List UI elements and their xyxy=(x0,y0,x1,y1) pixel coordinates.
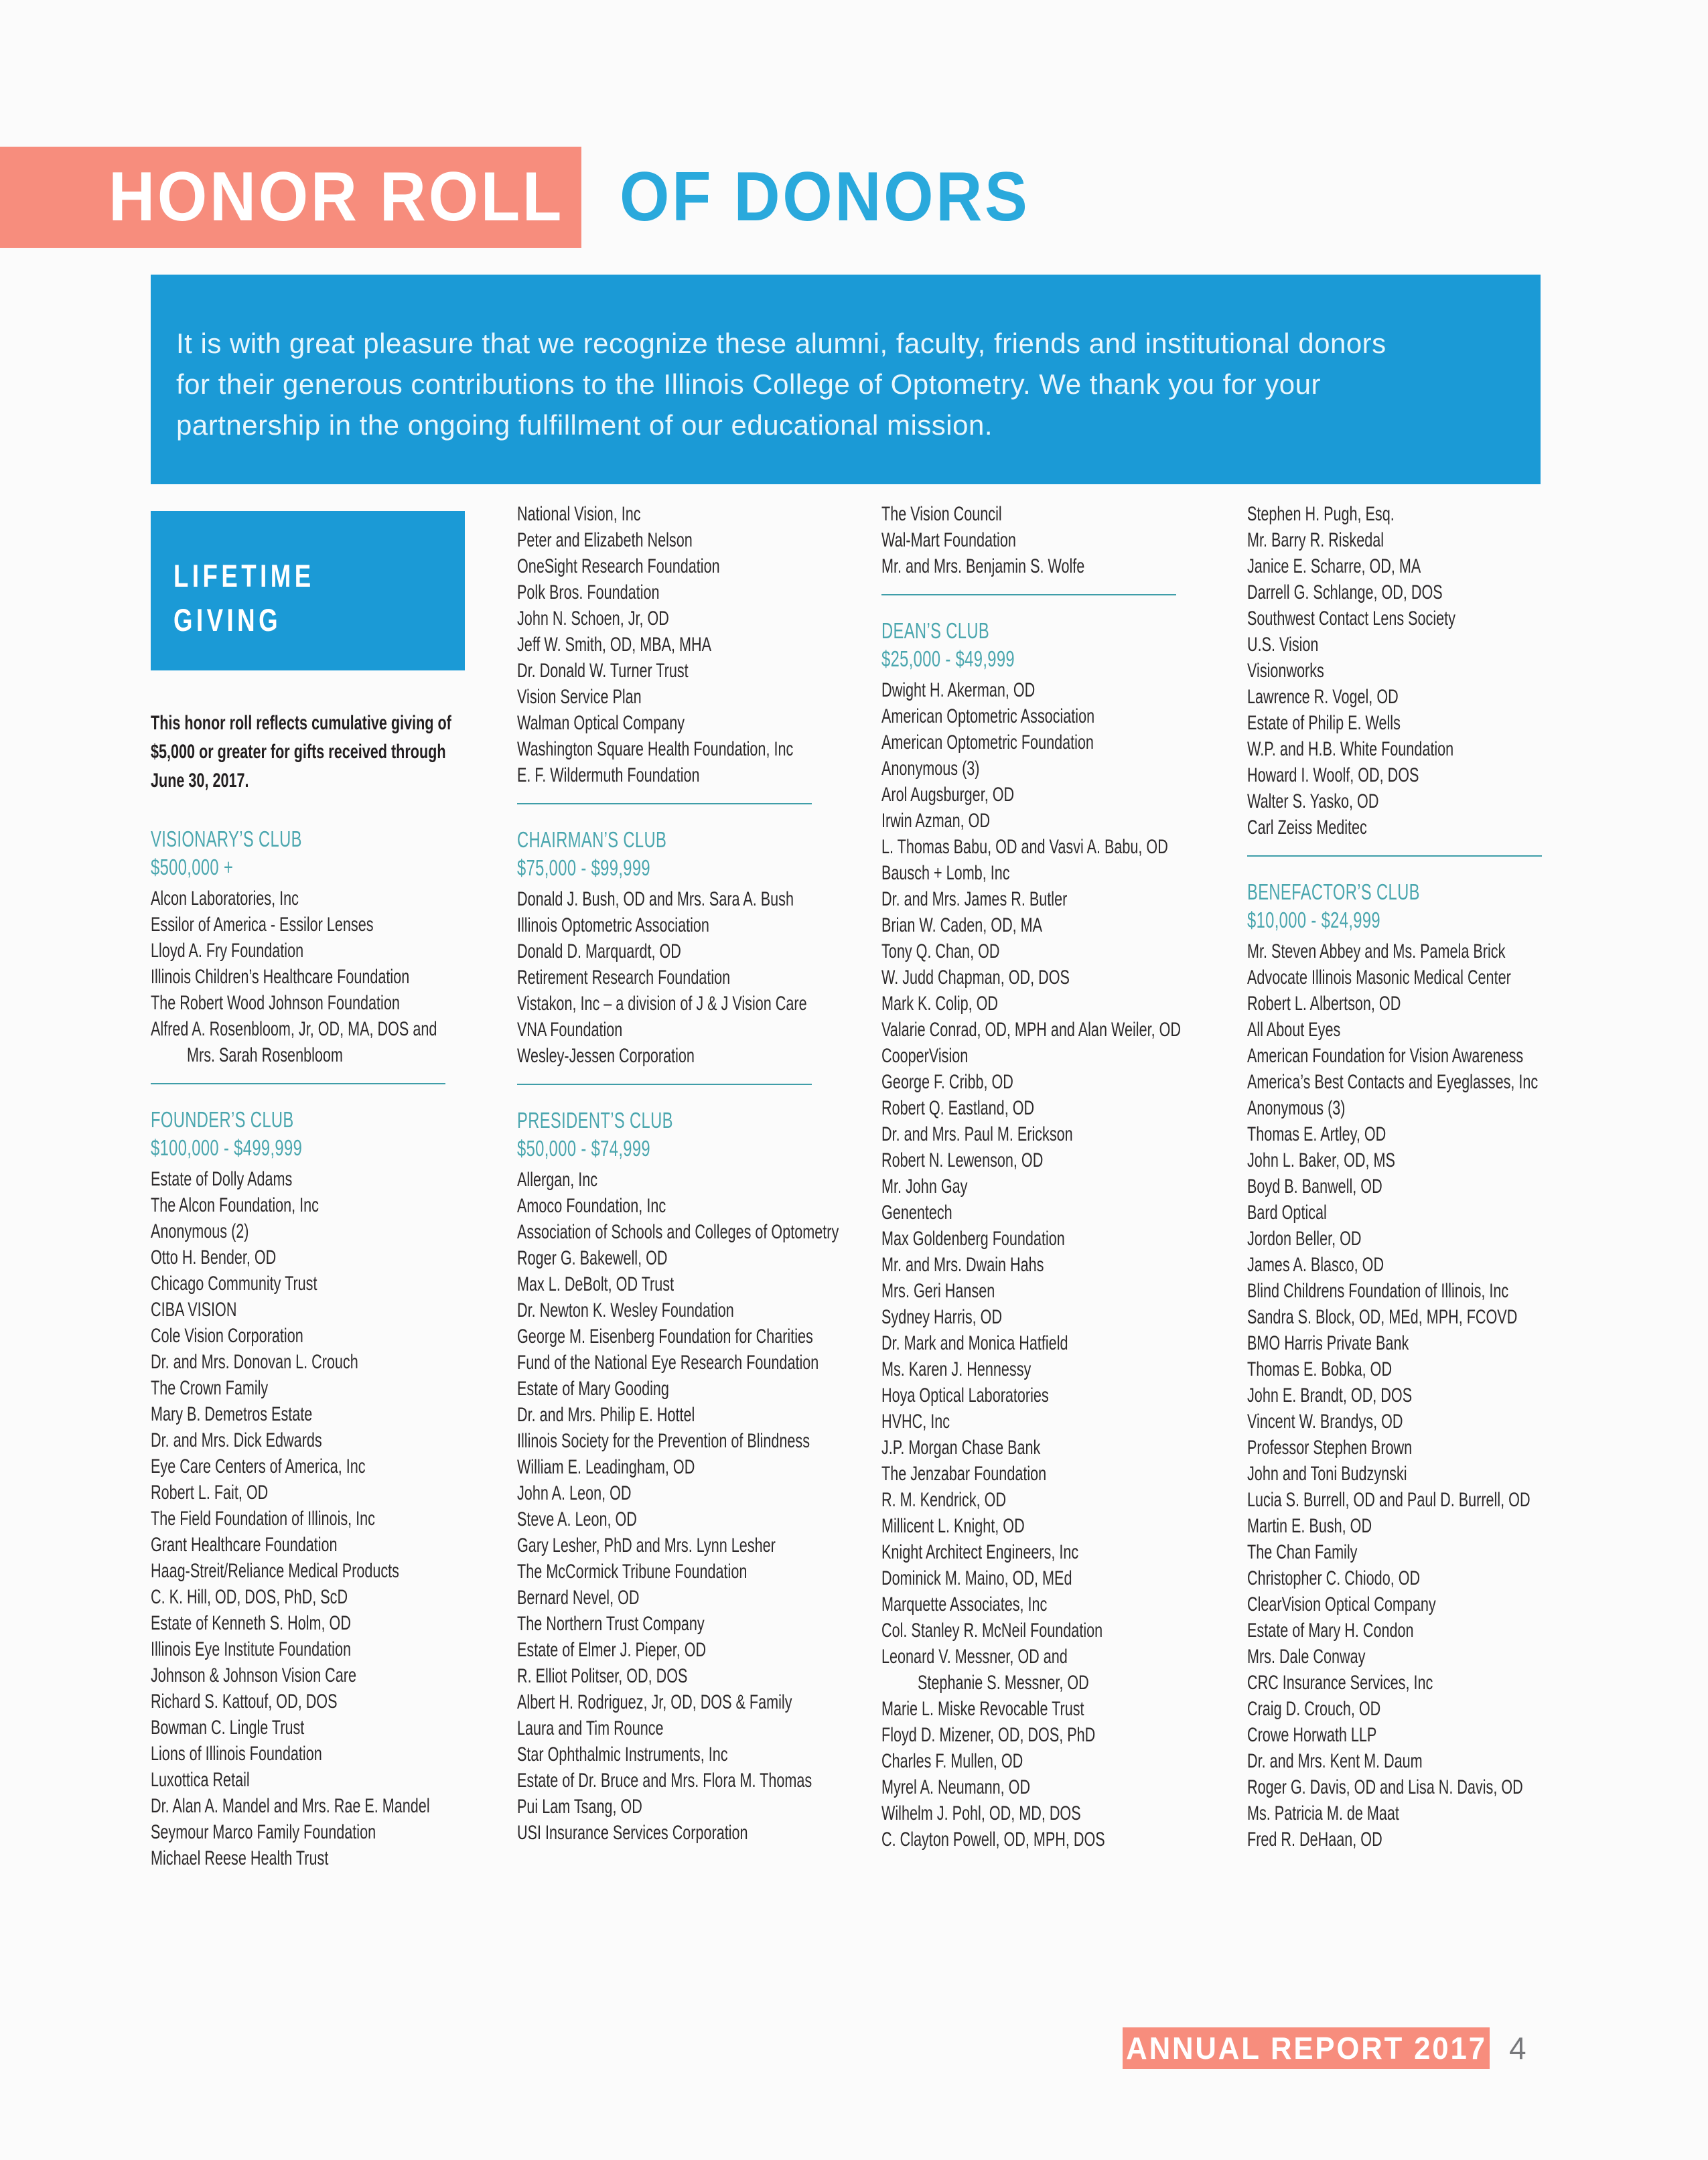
donor-name: Ms. Karen J. Hennessy xyxy=(881,1358,1031,1380)
donor-name: Dr. and Mrs. Donovan L. Crouch xyxy=(151,1351,358,1373)
footer-report-label: ANNUAL REPORT 2017 xyxy=(1125,2031,1487,2066)
donor-name: Irwin Azman, OD xyxy=(881,810,991,832)
donor-name: Allergan, Inc xyxy=(517,1169,598,1191)
donor-name: J.P. Morgan Chase Bank xyxy=(881,1437,1041,1459)
donor-name: Marquette Associates, Inc xyxy=(881,1593,1048,1615)
donor-name: HVHC, Inc xyxy=(881,1411,950,1433)
donor-name: Dr. Mark and Monica Hatfield xyxy=(881,1332,1068,1354)
donor-name: L. Thomas Babu, OD and Vasvi A. Babu, OD xyxy=(881,836,1168,858)
donor-name: Robert N. Lewenson, OD xyxy=(881,1149,1044,1171)
donor-name: C. K. Hill, OD, DOS, PhD, ScD xyxy=(151,1586,348,1608)
giving-note-line: This honor roll reflects cumulative giving of xyxy=(151,712,451,734)
donor-name: U.S. Vision xyxy=(1247,634,1319,656)
donor-name: Dr. and Mrs. Philip E. Hottel xyxy=(517,1404,695,1426)
donor-name: Richard S. Kattouf, OD, DOS xyxy=(151,1690,338,1713)
donor-name: Mr. Barry R. Riskedal xyxy=(1247,529,1384,551)
donor-name: Illinois Optometric Association xyxy=(517,914,709,936)
donor-name: Jordon Beller, OD xyxy=(1247,1228,1362,1250)
donor-name: Cole Vision Corporation xyxy=(151,1325,303,1347)
donor-name: CooperVision xyxy=(881,1045,969,1067)
donor-name: Mark K. Colip, OD xyxy=(881,993,999,1015)
donor-name: Estate of Dolly Adams xyxy=(151,1168,293,1190)
donor-name: Association of Schools and Colleges of Optometry xyxy=(517,1221,839,1243)
donor-name: John and Toni Budzynski xyxy=(1247,1463,1407,1485)
giving-note-line: June 30, 2017. xyxy=(151,770,249,792)
donor-name: Max Goldenberg Foundation xyxy=(881,1228,1065,1250)
donor-name: Sydney Harris, OD xyxy=(881,1306,1003,1328)
donor-name: Laura and Tim Rounce xyxy=(517,1717,664,1739)
donor-name: Lawrence R. Vogel, OD xyxy=(1247,686,1399,708)
donor-name: American Optometric Foundation xyxy=(881,731,1094,753)
section-divider xyxy=(517,803,812,804)
donor-name: Donald J. Bush, OD and Mrs. Sara A. Bush xyxy=(517,888,794,910)
giving-note-line: $5,000 or greater for gifts received through xyxy=(151,741,446,763)
club-title: FOUNDER’S CLUB xyxy=(151,1107,294,1132)
donor-name: Estate of Dr. Bruce and Mrs. Flora M. Thomas xyxy=(517,1770,812,1792)
donor-name: Martin E. Bush, OD xyxy=(1247,1515,1372,1537)
donor-name: Blind Childrens Foundation of Illinois, Inc xyxy=(1247,1280,1509,1302)
donor-name: Darrell G. Schlange, OD, DOS xyxy=(1247,581,1443,603)
donor-name: Estate of Elmer J. Pieper, OD xyxy=(517,1639,707,1661)
donor-name: VNA Foundation xyxy=(517,1019,623,1041)
donor-name: William E. Leadingham, OD xyxy=(517,1456,695,1478)
donor-name: Roger G. Bakewell, OD xyxy=(517,1247,668,1269)
footer-band xyxy=(1123,2027,1490,2069)
donor-name: Dr. and Mrs. James R. Butler xyxy=(881,888,1068,910)
donor-name: Albert H. Rodriguez, Jr, OD, DOS & Family xyxy=(517,1691,792,1713)
donor-name: Mr. and Mrs. Benjamin S. Wolfe xyxy=(881,555,1085,577)
donor-name: Visionworks xyxy=(1247,660,1324,682)
donor-name: CIBA VISION xyxy=(151,1299,237,1321)
donor-name: Otto H. Bender, OD xyxy=(151,1246,277,1269)
intro-line: for their generous contributions to the Illinois College of Optometry. We thank you for your xyxy=(176,368,1321,400)
donor-name: Hoya Optical Laboratories xyxy=(881,1384,1049,1407)
donor-name: Dr. and Mrs. Paul M. Erickson xyxy=(881,1123,1073,1145)
donor-name: Leonard V. Messner, OD and xyxy=(881,1646,1068,1668)
donor-name: The Chan Family xyxy=(1247,1541,1358,1563)
page-title-band xyxy=(0,147,581,248)
donor-name: R. Elliot Politser, OD, DOS xyxy=(517,1665,688,1687)
page-number: 4 xyxy=(1509,2031,1526,2066)
lifetime-giving-line2: GIVING xyxy=(173,602,282,638)
donor-name: Col. Stanley R. McNeil Foundation xyxy=(881,1619,1103,1642)
section-divider xyxy=(151,1083,445,1084)
donor-name: Stephen H. Pugh, Esq. xyxy=(1247,503,1395,525)
donor-name: Estate of Philip E. Wells xyxy=(1247,712,1401,734)
donor-name: Sandra S. Block, OD, MEd, MPH, FCOVD xyxy=(1247,1306,1518,1328)
donor-name: Mary B. Demetros Estate xyxy=(151,1403,313,1425)
section-divider xyxy=(1247,855,1542,857)
page-title-rest: OF DONORS xyxy=(620,158,1030,236)
donor-name: Eye Care Centers of America, Inc xyxy=(151,1455,366,1478)
donor-name: W.P. and H.B. White Foundation xyxy=(1247,738,1454,760)
donor-name: Thomas E. Bobka, OD xyxy=(1247,1358,1393,1380)
donor-name: Charles F. Mullen, OD xyxy=(881,1750,1023,1772)
donor-name: John N. Schoen, Jr, OD xyxy=(517,607,669,630)
donor-name: CRC Insurance Services, Inc xyxy=(1247,1672,1433,1694)
donor-name: Mr. John Gay xyxy=(881,1175,968,1198)
donor-name: Anonymous (2) xyxy=(151,1220,249,1242)
club-giving-range: $25,000 - $49,999 xyxy=(881,646,1015,671)
donor-name: James A. Blasco, OD xyxy=(1247,1254,1384,1276)
donor-name: Polk Bros. Foundation xyxy=(517,581,660,603)
donor-name: Janice E. Scharre, OD, MA xyxy=(1247,555,1421,577)
donor-name: Anonymous (3) xyxy=(881,758,980,780)
club-title: BENEFACTOR’S CLUB xyxy=(1247,879,1420,904)
donor-name: American Foundation for Vision Awareness xyxy=(1247,1045,1524,1067)
club-title: DEAN’S CLUB xyxy=(881,618,990,643)
donor-name: OneSight Research Foundation xyxy=(517,555,720,577)
donor-name: Donald D. Marquardt, OD xyxy=(517,940,681,962)
intro-line: It is with great pleasure that we recognize these alumni, faculty, friends and institutional donors xyxy=(176,328,1386,359)
donor-name: Ms. Patricia M. de Maat xyxy=(1247,1802,1399,1824)
donor-column-col1 xyxy=(151,804,526,1871)
donor-name: Pui Lam Tsang, OD xyxy=(517,1796,642,1818)
donor-name: National Vision, Inc xyxy=(517,503,641,525)
donor-name: Southwest Contact Lens Society xyxy=(1247,607,1455,630)
donor-name: Alcon Laboratories, Inc xyxy=(151,887,299,910)
intro-line: partnership in the ongoing fulfillment of our educational mission. xyxy=(176,409,993,441)
donor-name: Bard Optical xyxy=(1247,1202,1327,1224)
donor-name: W. Judd Chapman, OD, DOS xyxy=(881,966,1070,989)
donor-name: Robert L. Albertson, OD xyxy=(1247,993,1401,1015)
donor-name: Lloyd A. Fry Foundation xyxy=(151,940,304,962)
donor-name: Star Ophthalmic Instruments, Inc xyxy=(517,1743,728,1766)
donor-name: Wal-Mart Foundation xyxy=(881,529,1016,551)
donor-name: John L. Baker, OD, MS xyxy=(1247,1149,1395,1171)
donor-name: Thomas E. Artley, OD xyxy=(1247,1123,1386,1145)
donor-name: Estate of Kenneth S. Holm, OD xyxy=(151,1612,351,1634)
donor-name: The Vision Council xyxy=(881,503,1002,525)
donor-name: Walter S. Yasko, OD xyxy=(1247,790,1379,812)
donor-name: Grant Healthcare Foundation xyxy=(151,1534,338,1556)
donor-name: Dwight H. Akerman, OD xyxy=(881,679,1036,701)
donor-name: Retirement Research Foundation xyxy=(517,966,731,989)
donor-name: Mrs. Geri Hansen xyxy=(881,1280,995,1302)
donor-name: Dr. and Mrs. Dick Edwards xyxy=(151,1429,322,1451)
donor-name: Gary Lesher, PhD and Mrs. Lynn Lesher xyxy=(517,1534,776,1557)
club-title: PRESIDENT’S CLUB xyxy=(517,1108,673,1133)
donor-name: E. F. Wildermuth Foundation xyxy=(517,764,700,786)
donor-name: Dr. Alan A. Mandel and Mrs. Rae E. Mandel xyxy=(151,1795,430,1817)
club-giving-range: $75,000 - $99,999 xyxy=(517,855,651,880)
donor-name: Essilor of America - Essilor Lenses xyxy=(151,914,374,936)
donor-name: USI Insurance Services Corporation xyxy=(517,1822,748,1844)
donor-name: George M. Eisenberg Foundation for Charities xyxy=(517,1325,813,1348)
donor-name: Vistakon, Inc – a division of J & J Vision Care xyxy=(517,993,807,1015)
club-giving-range: $100,000 - $499,999 xyxy=(151,1135,303,1160)
donor-name: Lucia S. Burrell, OD and Paul D. Burrell, OD xyxy=(1247,1489,1531,1511)
donor-name: Walman Optical Company xyxy=(517,712,685,734)
donor-name: Michael Reese Health Trust xyxy=(151,1847,329,1869)
donor-name: C. Clayton Powell, OD, MPH, DOS xyxy=(881,1828,1105,1851)
donor-column-col4 xyxy=(1247,501,1622,1853)
donor-name: Estate of Mary H. Condon xyxy=(1247,1619,1414,1642)
page-title-highlight: HONOR ROLL xyxy=(109,158,564,236)
donor-name: George F. Cribb, OD xyxy=(881,1071,1013,1093)
donor-name: ClearVision Optical Company xyxy=(1247,1593,1436,1615)
donor-name: Robert Q. Eastland, OD xyxy=(881,1097,1035,1119)
donor-name: Dr. Donald W. Turner Trust xyxy=(517,660,689,682)
lifetime-giving-line1: LIFETIME xyxy=(173,558,315,593)
donor-name: Wilhelm J. Pohl, OD, MD, DOS xyxy=(881,1802,1081,1824)
donor-name: Vision Service Plan xyxy=(517,686,642,708)
club-title: VISIONARY’S CLUB xyxy=(151,826,302,851)
donor-name: Dr. and Mrs. Kent M. Daum xyxy=(1247,1750,1423,1772)
donor-name: Illinois Society for the Prevention of Blindness xyxy=(517,1430,810,1452)
donor-name: Seymour Marco Family Foundation xyxy=(151,1821,376,1843)
donor-name: Craig D. Crouch, OD xyxy=(1247,1698,1381,1720)
donor-name: The Northern Trust Company xyxy=(517,1613,705,1635)
donor-name: Wesley-Jessen Corporation xyxy=(517,1045,695,1067)
donor-name: Crowe Horwath LLP xyxy=(1247,1724,1377,1746)
donor-name: Boyd B. Banwell, OD xyxy=(1247,1175,1382,1198)
donor-name: Valarie Conrad, OD, MPH and Alan Weiler, OD xyxy=(881,1019,1181,1041)
section-divider xyxy=(517,1084,812,1085)
donor-name: Bowman C. Lingle Trust xyxy=(151,1717,305,1739)
donor-name: Dominick M. Maino, OD, MEd xyxy=(881,1567,1072,1589)
donor-name: Millicent L. Knight, OD xyxy=(881,1515,1025,1537)
donor-name: The Field Foundation of Illinois, Inc xyxy=(151,1508,375,1530)
donor-name: The Robert Wood Johnson Foundation xyxy=(151,992,400,1014)
donor-name: Haag-Streit/Reliance Medical Products xyxy=(151,1560,399,1582)
donor-name: Illinois Eye Institute Foundation xyxy=(151,1638,351,1660)
donor-name: Fred R. DeHaan, OD xyxy=(1247,1828,1382,1851)
donor-column-col3 xyxy=(881,501,1257,1853)
donor-name: The McCormick Tribune Foundation xyxy=(517,1561,748,1583)
donor-name: Mr. Steven Abbey and Ms. Pamela Brick xyxy=(1247,940,1506,962)
club-title: CHAIRMAN’S CLUB xyxy=(517,827,667,852)
donor-name: Arol Augsburger, OD xyxy=(881,784,1015,806)
donor-name: Mrs. Dale Conway xyxy=(1247,1646,1366,1668)
donor-name: Mrs. Sarah Rosenbloom xyxy=(151,1044,343,1066)
donor-name: Chicago Community Trust xyxy=(151,1273,317,1295)
donor-name: Carl Zeiss Meditec xyxy=(1247,816,1367,839)
donor-name: Fund of the National Eye Research Foundation xyxy=(517,1352,819,1374)
donor-name: John A. Leon, OD xyxy=(517,1482,632,1504)
donor-name: Peter and Elizabeth Nelson xyxy=(517,529,693,551)
donor-name: Brian W. Caden, OD, MA xyxy=(881,914,1043,936)
donor-name: Tony Q. Chan, OD xyxy=(881,940,1000,962)
section-divider xyxy=(881,594,1176,595)
donor-name: American Optometric Association xyxy=(881,705,1095,727)
donor-name: Bernard Nevel, OD xyxy=(517,1587,640,1609)
donor-name: Stephanie S. Messner, OD xyxy=(881,1672,1089,1694)
giving-note xyxy=(151,709,568,795)
donor-name: Robert L. Fait, OD xyxy=(151,1482,269,1504)
donor-name: R. M. Kendrick, OD xyxy=(881,1489,1007,1511)
intro-box xyxy=(151,275,1541,484)
donor-name: Anonymous (3) xyxy=(1247,1097,1346,1119)
donor-name: The Crown Family xyxy=(151,1377,269,1399)
lifetime-giving-box xyxy=(151,511,465,670)
donor-name: Roger G. Davis, OD and Lisa N. Davis, OD xyxy=(1247,1776,1523,1798)
donor-name: Jeff W. Smith, OD, MBA, MHA xyxy=(517,634,712,656)
donor-name: Washington Square Health Foundation, Inc xyxy=(517,738,794,760)
donor-name: John E. Brandt, OD, DOS xyxy=(1247,1384,1413,1407)
donor-name: Luxottica Retail xyxy=(151,1769,250,1791)
donor-name: Genentech xyxy=(881,1202,952,1224)
club-giving-range: $10,000 - $24,999 xyxy=(1247,908,1381,932)
donor-name: Advocate Illinois Masonic Medical Center xyxy=(1247,966,1511,989)
donor-name: Knight Architect Engineers, Inc xyxy=(881,1541,1079,1563)
donor-name: Mr. and Mrs. Dwain Hahs xyxy=(881,1254,1044,1276)
donor-name: Steve A. Leon, OD xyxy=(517,1508,637,1530)
donor-name: Christopher C. Chiodo, OD xyxy=(1247,1567,1421,1589)
donor-name: Illinois Children’s Healthcare Foundation xyxy=(151,966,410,988)
donor-name: Alfred A. Rosenbloom, Jr, OD, MA, DOS and xyxy=(151,1018,437,1040)
donor-name: Howard I. Woolf, OD, DOS xyxy=(1247,764,1419,786)
club-giving-range: $50,000 - $74,999 xyxy=(517,1136,651,1161)
donor-name: Floyd D. Mizener, OD, DOS, PhD xyxy=(881,1724,1096,1746)
donor-name: The Jenzabar Foundation xyxy=(881,1463,1047,1485)
donor-name: Marie L. Miske Revocable Trust xyxy=(881,1698,1084,1720)
donor-name: Vincent W. Brandys, OD xyxy=(1247,1411,1403,1433)
club-giving-range: $500,000 + xyxy=(151,855,234,879)
donor-name: Bausch + Lomb, Inc xyxy=(881,862,1010,884)
donor-name: Professor Stephen Brown xyxy=(1247,1437,1413,1459)
donor-name: BMO Harris Private Bank xyxy=(1247,1332,1409,1354)
donor-name: Estate of Mary Gooding xyxy=(517,1378,669,1400)
donor-name: The Alcon Foundation, Inc xyxy=(151,1194,319,1216)
donor-name: Johnson & Johnson Vision Care xyxy=(151,1664,357,1686)
donor-name: Dr. Newton K. Wesley Foundation xyxy=(517,1299,734,1321)
donor-name: Amoco Foundation, Inc xyxy=(517,1195,666,1217)
donor-column-col2 xyxy=(517,501,892,1846)
donor-name: America’s Best Contacts and Eyeglasses, Inc xyxy=(1247,1071,1539,1093)
donor-name: Lions of Illinois Foundation xyxy=(151,1743,322,1765)
donor-name: All About Eyes xyxy=(1247,1019,1341,1041)
donor-name: Max L. DeBolt, OD Trust xyxy=(517,1273,674,1295)
donor-name: Myrel A. Neumann, OD xyxy=(881,1776,1031,1798)
